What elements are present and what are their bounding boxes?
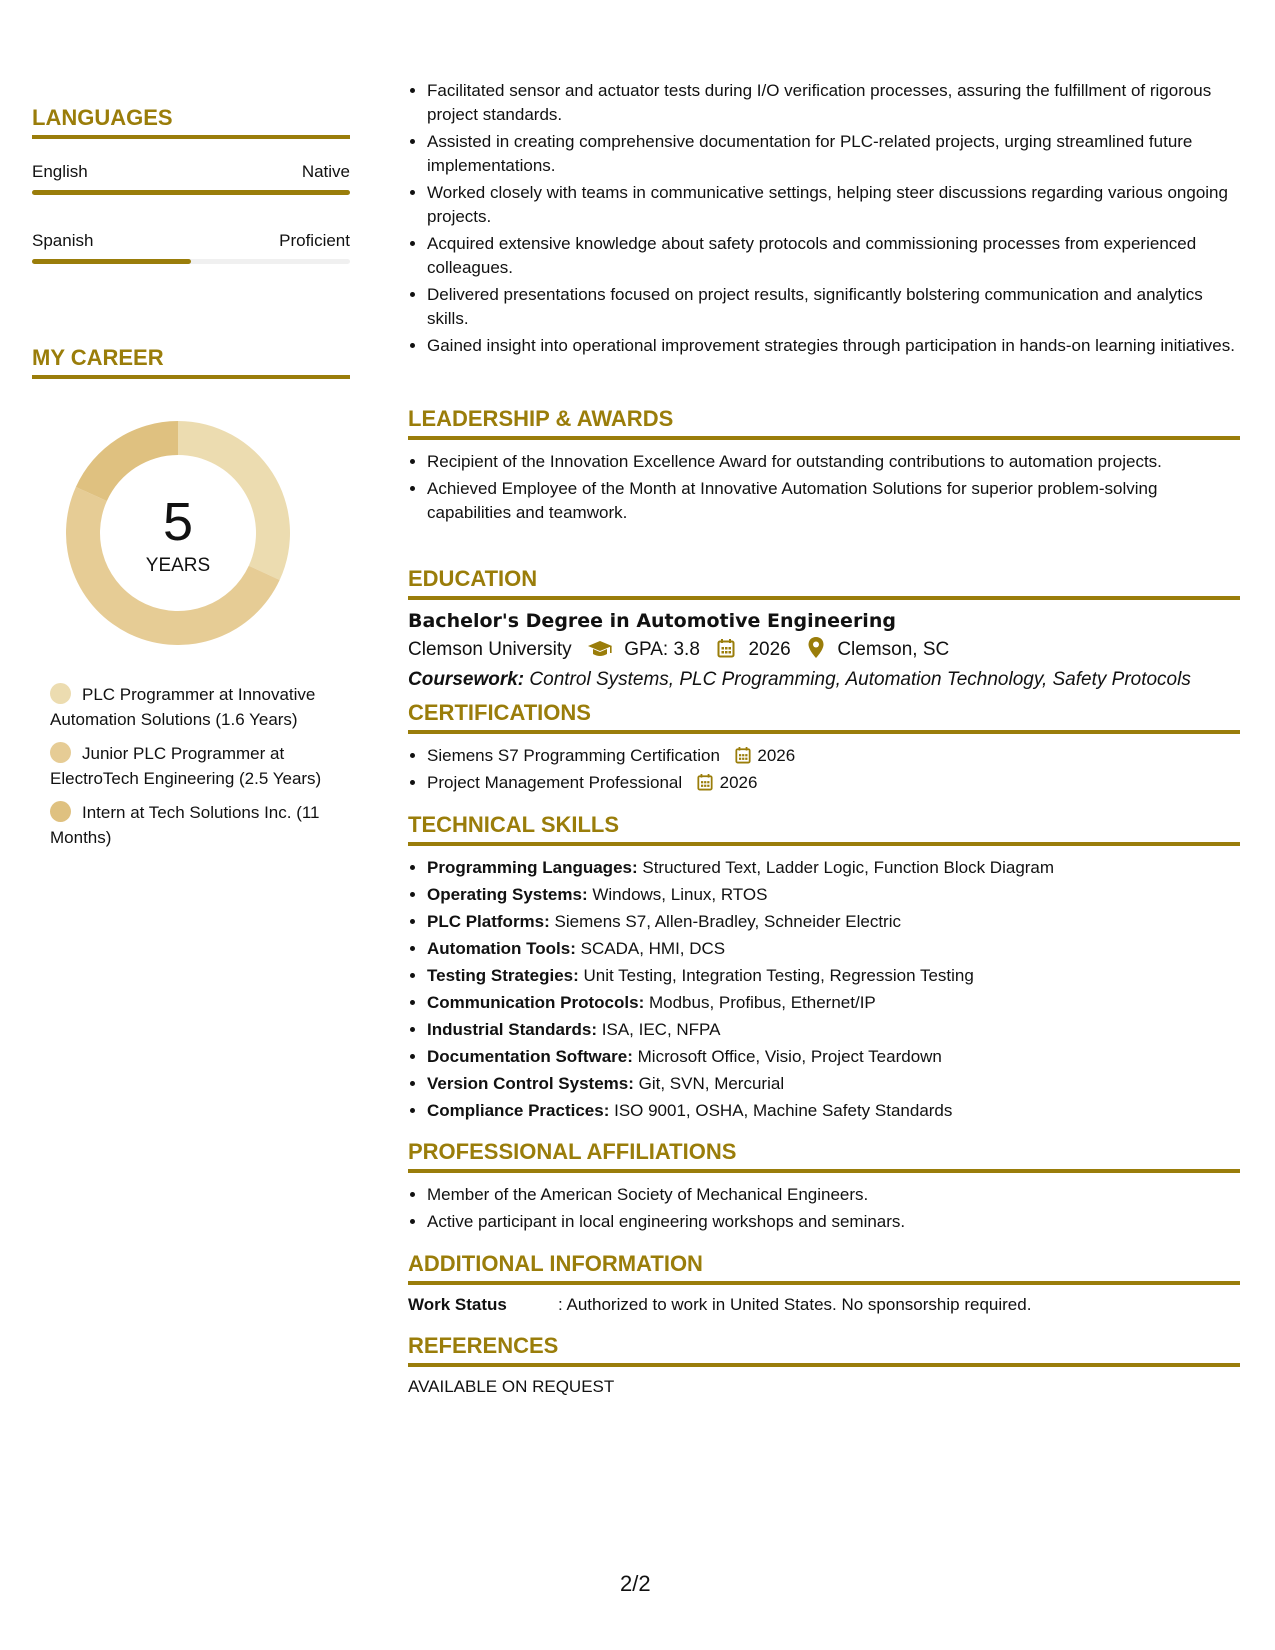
skill-value: Git, SVN, Mercurial: [638, 1074, 785, 1093]
language-bar: [32, 259, 350, 264]
location-pin-icon: [808, 637, 824, 658]
career-legend-text: Junior PLC Programmer at ElectroTech Engineering (2.5 Years): [50, 744, 322, 788]
career-total-number: 5: [162, 492, 194, 552]
language-level: Native: [301, 162, 350, 181]
skill-value: SCADA, HMI, DCS: [580, 939, 726, 958]
experience-bullet: • Assisted in creating comprehensive documentation for PLC-related projects, urging streamlined future implementations.: [427, 130, 1240, 178]
affiliation-item: • Active participant in local engineering workshops and seminars.: [427, 1210, 1240, 1234]
languages-heading: LANGUAGES: [32, 105, 350, 139]
career-legend-text: Intern at Tech Solutions Inc. (11 Months): [50, 803, 320, 847]
skills-list: [408, 856, 1240, 1123]
skill-item: [427, 937, 1240, 961]
work-status-value: : Authorized to work in United States. No sponsorship required.: [558, 1295, 1032, 1314]
leadership-bullet: • Achieved Employee of the Month at Innovative Automation Solutions for superior problem-solving capabilities and teamwork.: [427, 477, 1240, 525]
page-number: 2/2: [620, 1571, 651, 1596]
school-name: Clemson University: [408, 639, 572, 660]
calendar-icon: [735, 746, 751, 764]
skill-label: PLC Platforms:: [427, 912, 550, 931]
skill-value: Modbus, Profibus, Ethernet/IP: [648, 993, 876, 1012]
skill-item: [427, 1099, 1240, 1123]
affiliation-item: • Member of the American Society of Mechanical Engineers.: [427, 1183, 1240, 1207]
references-heading: REFERENCES: [408, 1333, 1240, 1367]
skills-section: [408, 812, 1240, 1126]
language-level: Proficient: [279, 231, 350, 250]
skill-label: Operating Systems:: [427, 885, 588, 904]
career-legend: [50, 682, 350, 859]
coursework: [408, 669, 1240, 691]
skill-item: [427, 856, 1240, 880]
certification-item: [427, 744, 1240, 768]
skill-value: ISO 9001, OSHA, Machine Safety Standards: [614, 1101, 953, 1120]
coursework-list: Control Systems, PLC Programming, Automation Technology, Safety Protocols: [529, 669, 1191, 690]
skill-label: Industrial Standards:: [427, 1020, 598, 1039]
references-section: [408, 1333, 1240, 1397]
certification-item: [427, 771, 1240, 795]
affiliations-list: [408, 1183, 1240, 1234]
skill-item: [427, 1072, 1240, 1096]
legend-dot: [50, 742, 71, 763]
skill-item: [427, 910, 1240, 934]
leadership-section: [408, 406, 1240, 528]
skill-item: [427, 964, 1240, 988]
skill-value: Unit Testing, Integration Testing, Regression Testing: [583, 966, 974, 985]
certification-name: Siemens S7 Programming Certification: [427, 746, 720, 765]
career-donut-segment: [76, 421, 178, 501]
work-status-row: [408, 1295, 1240, 1315]
coursework-label: Coursework:: [408, 669, 525, 690]
certifications-heading: CERTIFICATIONS: [408, 700, 1240, 734]
career-heading: MY CAREER: [32, 345, 350, 379]
experience-section: [408, 79, 1240, 361]
skill-label: Compliance Practices:: [427, 1101, 610, 1120]
leadership-heading: LEADERSHIP & AWARDS: [408, 406, 1240, 440]
skills-heading: TECHNICAL SKILLS: [408, 812, 1240, 846]
skill-label: Programming Languages:: [427, 858, 638, 877]
skill-item: [427, 883, 1240, 907]
calendar-icon: [697, 773, 713, 791]
skill-value: Microsoft Office, Visio, Project Teardown: [637, 1047, 942, 1066]
skill-label: Automation Tools:: [427, 939, 576, 958]
language-name: Spanish: [32, 231, 94, 250]
career-donut-chart: [66, 421, 290, 645]
language-bar-fill: [32, 259, 191, 264]
legend-dot: [50, 683, 71, 704]
career-legend-item: [50, 800, 350, 850]
language-bar: [32, 190, 350, 195]
gpa: GPA: 3.8: [624, 639, 700, 660]
education-details: [408, 637, 1240, 661]
career-legend-item: [50, 741, 350, 791]
affiliations-section: [408, 1139, 1240, 1237]
additional-info-heading: ADDITIONAL INFORMATION: [408, 1251, 1240, 1285]
graduation-cap-icon: [587, 640, 613, 658]
certification-year: 2026: [719, 773, 758, 792]
graduation-year: 2026: [748, 639, 791, 660]
legend-dot: [50, 801, 71, 822]
certifications-list: [408, 744, 1240, 795]
leadership-list: [408, 450, 1240, 525]
career-legend-item: [50, 682, 350, 732]
references-text: AVAILABLE ON REQUEST: [408, 1377, 615, 1396]
skill-value: ISA, IEC, NFPA: [601, 1020, 721, 1039]
education-section: [408, 566, 1240, 691]
experience-bullet: • Facilitated sensor and actuator tests during I/O verification processes, assuring the fulfillment of rigorous project standards.: [427, 79, 1240, 127]
career-total-unit: YEARS: [145, 555, 211, 576]
experience-bullet: • Acquired extensive knowledge about safety protocols and commissioning processes from experienced colleagues.: [427, 232, 1240, 280]
school-location: Clemson, SC: [837, 639, 950, 660]
experience-bullet: • Delivered presentations focused on project results, significantly bolstering communication and analytics skills.: [427, 283, 1240, 331]
leadership-bullet: • Recipient of the Innovation Excellence Award for outstanding contributions to automation projects.: [427, 450, 1240, 474]
language-bar-fill: [32, 190, 350, 195]
experience-bullet: • Gained insight into operational improvement strategies through participation in hands-on learning initiatives.: [427, 334, 1240, 358]
skill-item: [427, 1018, 1240, 1042]
certifications-section: [408, 700, 1240, 798]
experience-list: [408, 79, 1240, 358]
calendar-icon: [717, 638, 735, 658]
skill-item: [427, 991, 1240, 1015]
skill-item: [427, 1045, 1240, 1069]
skill-value: Structured Text, Ladder Logic, Function Block Diagram: [642, 858, 1055, 877]
certification-year: 2026: [757, 746, 796, 765]
language-name: English: [32, 162, 88, 181]
work-status-label: Work Status: [408, 1295, 507, 1314]
certification-name: Project Management Professional: [427, 773, 683, 792]
education-heading: EDUCATION: [408, 566, 1240, 600]
skill-value: Windows, Linux, RTOS: [592, 885, 768, 904]
skill-label: Communication Protocols:: [427, 993, 645, 1012]
additional-info-section: [408, 1251, 1240, 1315]
career-legend-text: PLC Programmer at Innovative Automation Solutions (1.6 Years): [50, 685, 316, 729]
skill-value: Siemens S7, Allen-Bradley, Schneider Electric: [554, 912, 901, 931]
affiliations-heading: PROFESSIONAL AFFILIATIONS: [408, 1139, 1240, 1173]
skill-label: Version Control Systems:: [427, 1074, 634, 1093]
degree-title: Bachelor's Degree in Automotive Engineering: [408, 610, 896, 632]
experience-bullet: • Worked closely with teams in communicative settings, helping steer discussions regarding various ongoing projects.: [427, 181, 1240, 229]
skill-label: Documentation Software:: [427, 1047, 633, 1066]
skill-label: Testing Strategies:: [427, 966, 579, 985]
